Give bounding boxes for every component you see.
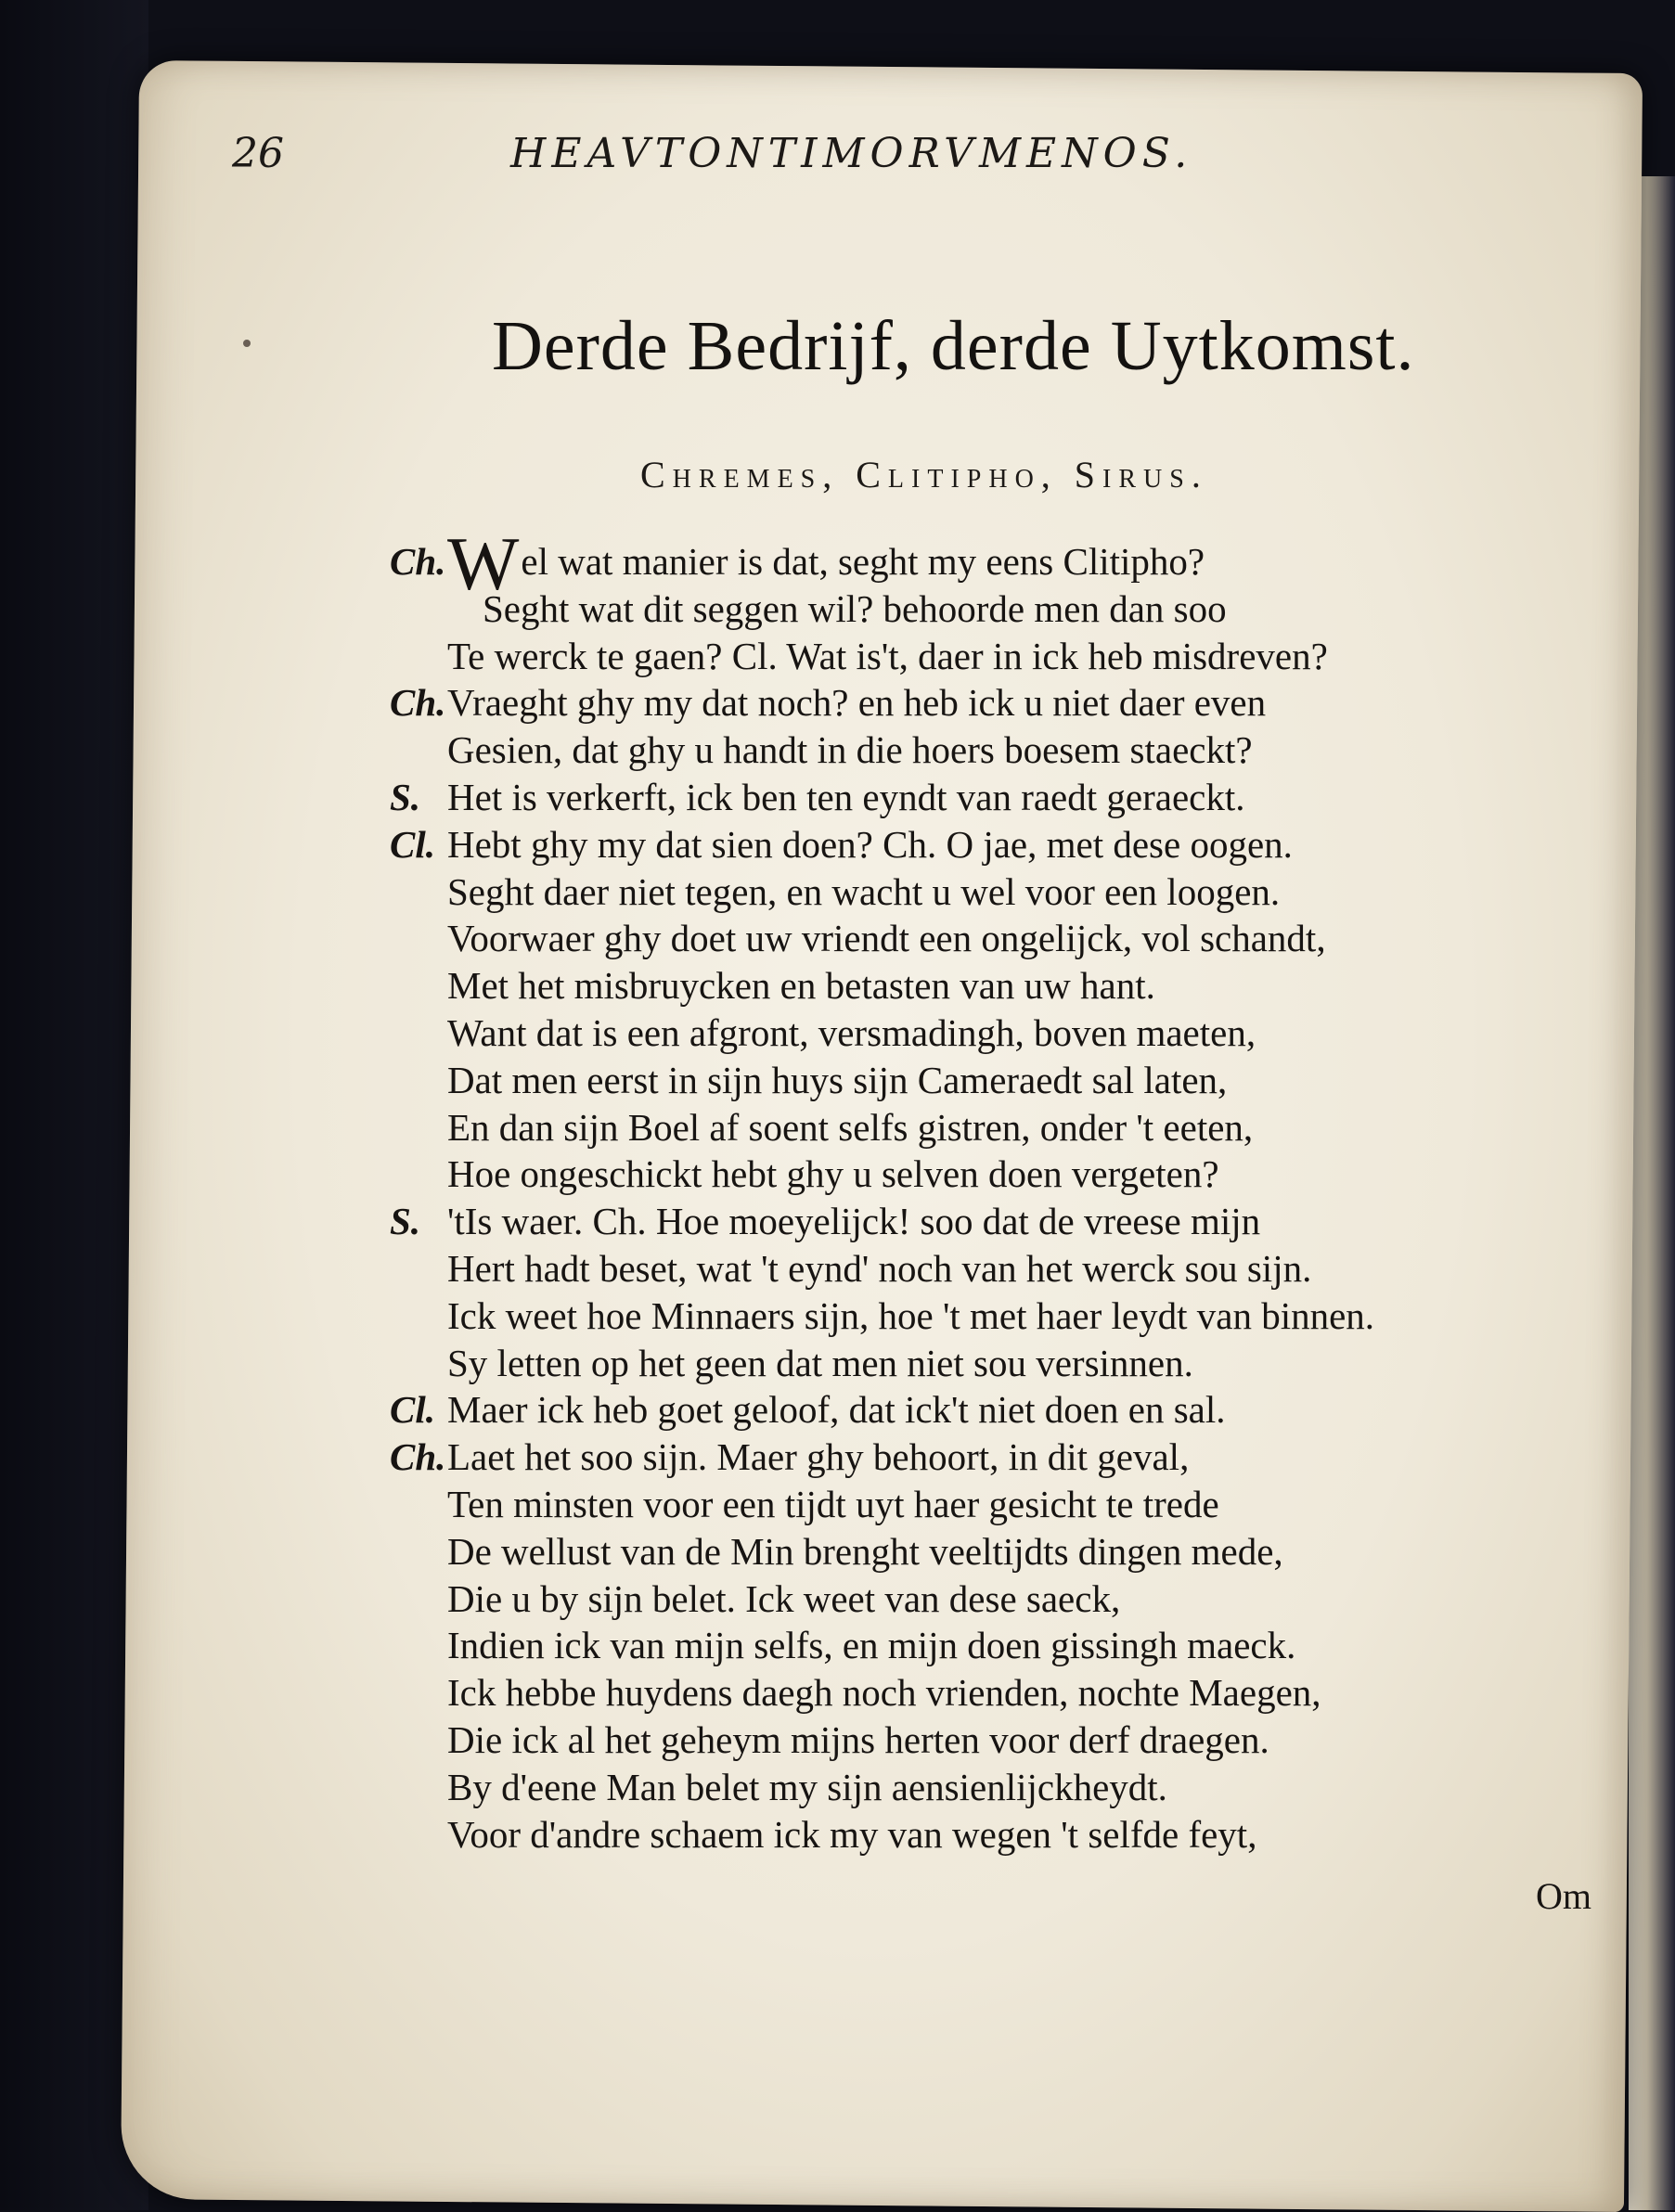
verse-line [390, 1528, 1578, 1575]
line-body: Seght daer niet tegen, en wacht u wel voor een loogen. [447, 869, 1281, 913]
line-text [447, 521, 1205, 606]
verse-line [390, 1010, 1578, 1057]
line-body: Sy letten op het geen dat men niet sou versinnen. [447, 1341, 1193, 1384]
verse-line [390, 521, 1578, 606]
line-text [447, 1151, 1219, 1198]
verse-text [390, 521, 1578, 1858]
line-text [447, 633, 1328, 680]
line-body: Hoe ongeschickt hebt ghy u selven doen vergeten? [447, 1152, 1219, 1196]
line-text [447, 1575, 1120, 1623]
page-number: 26 [232, 130, 284, 177]
speaker-tag: Ch. [390, 1435, 446, 1479]
line-body: Indien ick van mijn selfs, en mijn doen gissingh maeck. [447, 1624, 1296, 1667]
line-text [447, 1764, 1167, 1811]
line-text [447, 679, 1266, 727]
running-title: HEAVTONTIMORVMENOS. [510, 130, 1193, 177]
line-body: Maer ick heb goet geloof, dat ick't niet doen en sal. [447, 1388, 1226, 1432]
line-body: Laet het soo sijn. Maer ghy behoort, in dit geval, [447, 1435, 1190, 1479]
line-text [447, 1669, 1321, 1717]
verse-line [390, 1764, 1578, 1811]
line-body: Het is verkerft, ick ben ten eyndt van raedt geraeckt. [447, 775, 1245, 818]
line-text [447, 1010, 1256, 1057]
speaker-tag: Cl. [390, 822, 435, 866]
verse-line [390, 679, 1578, 727]
speaker-tag: Ch. [390, 540, 446, 583]
catchword: Om [1536, 1875, 1591, 1917]
verse-line [390, 962, 1578, 1010]
line-text [447, 962, 1155, 1010]
line-text [483, 585, 1227, 633]
line-text [447, 1292, 1374, 1340]
line-text [447, 1057, 1227, 1104]
verse-line [390, 1151, 1578, 1198]
line-body: Ick hebbe huydens daegh noch vrienden, nochte Maegen, [447, 1671, 1321, 1715]
line-body: Hebt ghy my dat sien doen? Ch. O jae, met dese oogen. [447, 822, 1293, 866]
line-text [447, 1198, 1260, 1245]
verse-line [390, 1575, 1578, 1623]
line-text [447, 727, 1253, 774]
verse-line [390, 1198, 1578, 1245]
line-body: De wellust van de Min brenght veeltijdts dingen mede, [447, 1529, 1283, 1573]
line-body: Voor d'andre schaem ick my van wegen 't selfde feyt, [447, 1812, 1257, 1856]
verse-line [390, 1245, 1578, 1292]
line-text [447, 1340, 1193, 1387]
line-text [447, 1528, 1283, 1575]
verse-line [390, 1669, 1578, 1717]
line-text [447, 774, 1244, 821]
line-body: Gesien, dat ghy u handt in die hoers boesem staeckt? [447, 728, 1253, 772]
verse-line [390, 821, 1578, 868]
verse-line [390, 585, 1578, 633]
line-body: 'tIs waer. Ch. Hoe moeyelijck! soo dat de vreese mijn [447, 1200, 1261, 1243]
verse-line [390, 1292, 1578, 1340]
line-text [447, 915, 1326, 962]
verse-line [390, 1434, 1578, 1481]
line-text [447, 1434, 1189, 1481]
line-body: Die ick al het geheym mijns herten voor derf draegen. [447, 1717, 1269, 1761]
verse-line [390, 1104, 1578, 1151]
line-body: Want dat is een afgront, versmadingh, boven maeten, [447, 1010, 1256, 1054]
verse-line [390, 1386, 1578, 1434]
line-body: Voorwaer ghy doet uw vriendt een ongelijck, vol schandt, [447, 917, 1326, 960]
verse-line [390, 1340, 1578, 1387]
line-body: Met het misbruycken en betasten van uw hant. [447, 964, 1155, 1008]
drop-initial: W [447, 521, 520, 606]
line-body: By d'eene Man belet my sijn aensienlijckheydt. [447, 1765, 1167, 1808]
line-text [447, 1481, 1219, 1528]
speaker-tag: Cl. [390, 1388, 435, 1432]
line-body: Hert hadt beset, wat 't eynd' noch van het werck sou sijn. [447, 1246, 1312, 1290]
speaker-tag: S. [390, 775, 421, 818]
line-text [447, 821, 1293, 868]
line-body: Ten minsten voor een tijdt uyt haer gesicht te trede [447, 1482, 1219, 1525]
verse-line [390, 915, 1578, 962]
line-body: el wat manier is dat, seght my eens Clitipho? [521, 540, 1205, 583]
line-body: Ick weet hoe Minnaers sijn, hoe 't met haer leydt van binnen. [447, 1293, 1375, 1337]
line-body: Die u by sijn belet. Ick weet van dese saeck, [447, 1576, 1121, 1620]
verse-line [390, 633, 1578, 680]
line-body: Seght wat dit seggen wil? behoorde men dan soo [483, 586, 1227, 630]
line-body: En dan sijn Boel af soent selfs gistren, onder 't eeten, [447, 1105, 1254, 1149]
speaker-tag: Ch. [390, 681, 446, 725]
line-body: Vraeght ghy my dat noch? en heb ick u niet daer even [447, 681, 1267, 725]
line-text [447, 868, 1280, 916]
scene-title: Derde Bedrijf, derde Uytkomst. [492, 307, 1415, 385]
line-body: Dat men eerst in sijn huys sijn Cameraedt sal laten, [447, 1058, 1228, 1101]
line-text [447, 1622, 1295, 1669]
verse-line [390, 774, 1578, 821]
verse-line [390, 1811, 1578, 1858]
speaker-tag: S. [390, 1200, 421, 1243]
line-body: Te werck te gaen? Cl. Wat is't, daer in ick heb misdreven? [447, 634, 1328, 677]
verse-line [390, 1622, 1578, 1669]
line-text [447, 1104, 1253, 1151]
verse-line [390, 1057, 1578, 1104]
line-text [447, 1811, 1256, 1858]
ink-mark [243, 340, 251, 347]
verse-line [390, 868, 1578, 916]
line-text [447, 1386, 1226, 1434]
line-text [447, 1245, 1311, 1292]
verse-line [390, 1481, 1578, 1528]
line-text [447, 1717, 1269, 1764]
verse-line [390, 1717, 1578, 1764]
verse-line [390, 727, 1578, 774]
speaker-list: Chremes, Clitipho, Sirus. [640, 454, 1208, 495]
